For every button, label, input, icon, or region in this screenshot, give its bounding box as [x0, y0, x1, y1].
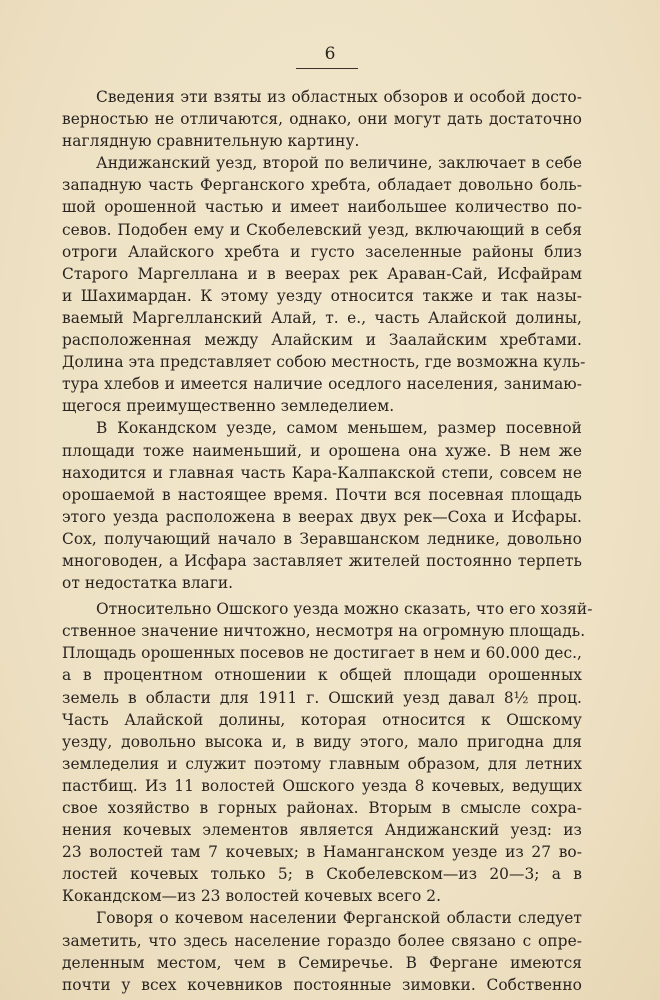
text-line: наглядную сравнительную картину.: [62, 132, 360, 151]
text-line: земледелия и служит поэтому главным образом, для летних: [62, 754, 582, 773]
body-text: [62, 86, 593, 996]
text-line: Часть Алайской долины, которая относится к Ошскому: [62, 710, 582, 729]
text-line: тура хлебов и имеется наличие оседлого населения, занимаю-: [62, 375, 582, 394]
text-line: ственное значение ничтожно, несмотря на огромную площадь.: [62, 622, 586, 641]
text-line: севов. Подобен ему и Скобелевский уезд, включающий в себя: [62, 220, 582, 239]
text-line: деленным местом, чем в Семиречье. В Фергане имеются: [62, 953, 582, 972]
paragraph: [62, 86, 582, 152]
text-line: свое хозяйство в горных районах. Вторым в смысле сохра-: [62, 799, 582, 817]
paragraph: [62, 417, 582, 594]
text-line: земель в области для 1911 г. Ошский уезд давал 8½ проц.: [62, 688, 582, 707]
text-line: Старого Маргеллана и в веерах рек Араван-Сай, Исфайрам: [62, 264, 582, 283]
text-line: пастбищ. Из 11 волостей Ошского уезда 8 кочевых, ведущих: [62, 776, 582, 795]
text-line: расположенная между Алайским и Заалайским хребтами.: [62, 331, 582, 350]
text-line: Площадь орошенных посевов не достигает в нем и 60.000 дес.,: [62, 644, 582, 663]
text-line: находится и главная часть Кара-Калпакской степи, совсем не: [62, 463, 582, 482]
text-line: и Шахимардан. К этому уезду относится также и так назы-: [62, 286, 582, 305]
text-line: этого уезда расположена в веерах двух рек—Соха и Исфары.: [62, 507, 582, 526]
text-line: В Кокандском уезде, самом меньшем, размер посевной: [96, 419, 582, 438]
paragraph: [62, 152, 586, 417]
text-line: от недостатка влаги.: [62, 574, 234, 593]
text-line: лостей кочевых только 5; в Скобелевском—из 20—3; а в: [62, 865, 582, 884]
text-line: многоводен, а Исфара заставляет жителей постоянно терпеть: [62, 551, 582, 570]
text-line: ваемый Маргелланский Алай, т. е., часть Алайской долины,: [62, 308, 582, 327]
text-line: Сох, получающий начало в Зеравшанском леднике, довольно: [62, 529, 582, 548]
text-line: площади тоже наименьший, и орошена она хуже. В нем же: [62, 441, 582, 460]
text-line: нения кочевых элементов является Андижанский уезд: из: [62, 821, 582, 840]
text-line: Долина эта представляет собою местность, где возможна куль-: [62, 353, 586, 372]
text-line: Говоря о кочевом населении Ферганской области следует: [96, 909, 582, 928]
text-line: почти у всех кочевников постоянные зимовки. Собственно: [62, 975, 582, 994]
text-line: верностью не отличаются, однако, они могут дать достаточно: [62, 110, 582, 129]
text-line: заметить, что здесь население гораздо более связано с опре-: [62, 931, 582, 950]
text-line: Сведения эти взяты из областных обзоров и особой досто-: [96, 88, 582, 106]
page-number-rule: [296, 68, 358, 69]
paragraph: [62, 598, 593, 907]
text-line: западную часть Ферганского хребта, обладает довольно боль-: [62, 176, 582, 195]
text-line: Относительно Ошского уезда можно сказать, что его хозяй-: [96, 600, 593, 619]
text-line: уезду, довольно высока и, в виду этого, мало пригодна для: [62, 732, 582, 751]
text-line: Кокандском—из 23 волостей кочевых всего 2.: [62, 887, 442, 906]
text-line: щегося преимущественно земледелием.: [62, 397, 395, 416]
text-line: отроги Алайского хребта и густо заселенные районы близ: [62, 242, 582, 261]
text-line: Андижанский уезд, второй по величине, заключает в себе: [96, 154, 582, 173]
paragraph: [62, 907, 582, 995]
text-line: шой орошенной частью и имеет наибольшее количество по-: [62, 198, 582, 217]
page-number: 6: [324, 44, 336, 64]
text-line: 23 волостей там 7 кочевых; в Наманганском уезде из 27 во-: [62, 843, 582, 862]
text-line: а в процентном отношении к общей площади орошенных: [62, 666, 582, 685]
text-line: орошаемой в настоящее время. Почти вся посевная площадь: [62, 485, 582, 504]
